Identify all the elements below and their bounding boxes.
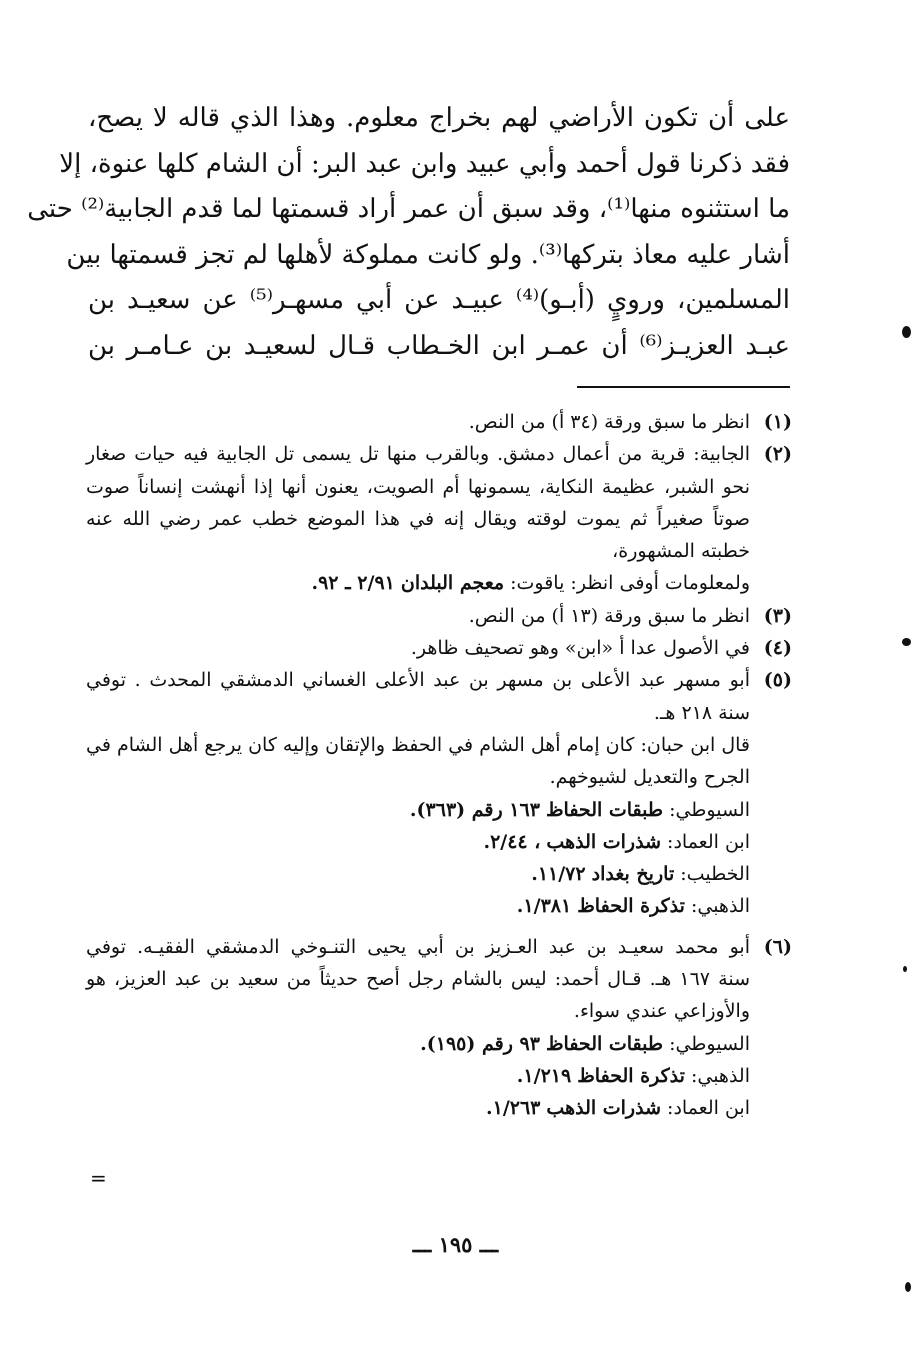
footnote-number: (١) (763, 411, 792, 433)
footnote-6 (86, 931, 792, 1125)
citation-ref: ٢/٩١ ـ ٩٢. (311, 572, 395, 595)
citation-book: تذكرة الحفاظ (577, 1064, 685, 1087)
citation-book: طبقات الحفاظ (545, 798, 664, 821)
footnote-line: والأوزاعي عندي سواء. (573, 1000, 750, 1023)
main-line: عبـد العزيـز⁽⁶⁾ أن عمـر ابن الخـطاب قـال لسعيـد بن عـامـر بن (88, 330, 790, 361)
footnote-4 (86, 632, 792, 664)
continuation-mark: = (90, 1166, 107, 1190)
citation-book: شذرات الذهب (546, 830, 661, 853)
footnotes (86, 406, 792, 1125)
footnote-citation (86, 794, 750, 826)
scan-margin-mark (903, 966, 907, 972)
main-line: أشار عليه معاذ بتركها⁽³⁾. ولو كانت مملوكة لأهلها لم تجز قسمتها بين (66, 239, 790, 270)
citation-author: الذهبي: (690, 1064, 750, 1087)
footnote-line: انظر ما سبق ورقة (١٣ أ) من النص. (468, 604, 750, 627)
footnote-line: سنة ١٦٧ هـ. قـال أحمد: ليس بالشام رجل أصح حديثاً من سعيد بن عبد العزيز، هو (86, 968, 750, 991)
scan-margin-mark (905, 1282, 911, 1292)
footnote-5 (86, 664, 792, 922)
footnote-citation (86, 826, 750, 858)
footnote-number: (٤) (763, 637, 792, 660)
footnote-line: صوتاً صغيراً ثم يموت لوقته ويقال إنه في هذا الموضع خطب عمر رضي الله عنه (86, 507, 750, 530)
scan-margin-mark (902, 638, 911, 646)
main-line: ما استثنوه منها⁽¹⁾، وقد سبق أن عمر أراد قسمتها لما قدم الجابية⁽²⁾ حتى (27, 194, 790, 225)
citation-ref: ١١/٧٢. (531, 863, 586, 886)
footnote-separator (577, 386, 790, 388)
footnote-3 (86, 600, 792, 632)
footnote-line: أبو محمد سعيـد بن عبد العـزيز بن أبي يحيى التنـوخي الدمشقي الفقيـه. توفي (86, 935, 750, 958)
footnote-line: أبو مسهر عبد الأعلى بن مسهر بن عبد الأعلى الغساني الدمشقي المحدث . توفي (86, 669, 750, 692)
citation-author: السيوطي: (669, 1032, 750, 1055)
citation-ref: ، ٢/٤٤. (483, 830, 541, 853)
footnote-citation (86, 1028, 750, 1060)
footnote-number: (٦) (763, 935, 792, 958)
footnote-line: في الأصول عدا أ «ابن» وهو تصحيف ظاهر. (410, 637, 750, 660)
citation-author: ابن العماد: (667, 1097, 750, 1120)
citation-author: ابن العماد: (667, 830, 750, 853)
footnote-line: سنة ٢١٨ هـ. (653, 701, 750, 724)
citation-ref: ١/٣٨١. (516, 895, 572, 918)
citation-ref: ٩٣ رقم (١٩٥). (420, 1032, 540, 1055)
footnote-line: خطبته المشهورة، (612, 540, 750, 563)
citation-book: طبقات الحفاظ (545, 1032, 664, 1055)
footnote-citation (86, 567, 750, 599)
footnote-number: (٢) (763, 443, 792, 466)
citation-book: تذكرة الحفاظ (577, 895, 685, 918)
citation-author: الذهبي: (690, 895, 750, 918)
citation-ref: ١/٢١٩. (516, 1064, 572, 1087)
main-line: على أن تكون الأراضي لهم بخراج معلوم. وهذا الذي قاله لا يصح، (88, 103, 790, 133)
footnote-citation (86, 1060, 750, 1092)
footnote-line: انظر ما سبق ورقة (٣٤ أ) من النص. (468, 411, 750, 433)
footnote-line: الجرح والتعديل لشيوخهم. (549, 766, 750, 789)
footnote-number: (٣) (763, 604, 792, 627)
citation-ref: ١٦٣ رقم (٣٦٣). (409, 798, 540, 821)
citation-prefix: ولمعلومات أوفى انظر: ياقوت: (510, 572, 750, 595)
footnote-line: نحو الشبر، عظيمة النكاية، يسمونها أم الصويت، يعنون أنها إذا أنهشت إنساناً صوت (86, 475, 750, 498)
footnote-line: الجابية: قرية من أعمال دمشق. وبالقرب منها تل يسمى تل الجابية فيه حيات صغار (86, 443, 750, 466)
footnote-2 (86, 438, 792, 599)
citation-ref: ١/٢٦٣. (485, 1097, 541, 1120)
footnote-1 (86, 406, 792, 438)
footnote-line: قال ابن حبان: كان إمام أهل الشام في الحفظ والإتقان وإليه كان يرجع أهل الشام في (86, 733, 750, 756)
citation-author: السيوطي: (669, 798, 750, 821)
citation-author: الخطيب: (680, 863, 750, 886)
citation-book: تاريخ بغداد (591, 863, 675, 886)
footnote-number: (٥) (763, 669, 792, 692)
main-line: المسلمين، ورويٍ (أبـو)⁽⁴⁾ عبيـد عن أبي مسهـر⁽⁵⁾ عن سعيـد بن (88, 285, 790, 316)
citation-book: شذرات الذهب (546, 1097, 661, 1120)
footnote-citation (86, 858, 750, 890)
main-line: فقد ذكرنا قول أحمد وأبي عبيد وابن عبد البر: أن الشام كلها عنوة، إلا (59, 148, 790, 179)
footnote-citation (86, 890, 750, 922)
main-paragraph (27, 96, 790, 370)
scan-margin-mark (902, 326, 911, 338)
page-number: ـــ ١٩٥ ـــ (412, 1232, 499, 1257)
citation-book: معجم البلدان (400, 572, 505, 595)
footnote-citation (86, 1092, 750, 1124)
